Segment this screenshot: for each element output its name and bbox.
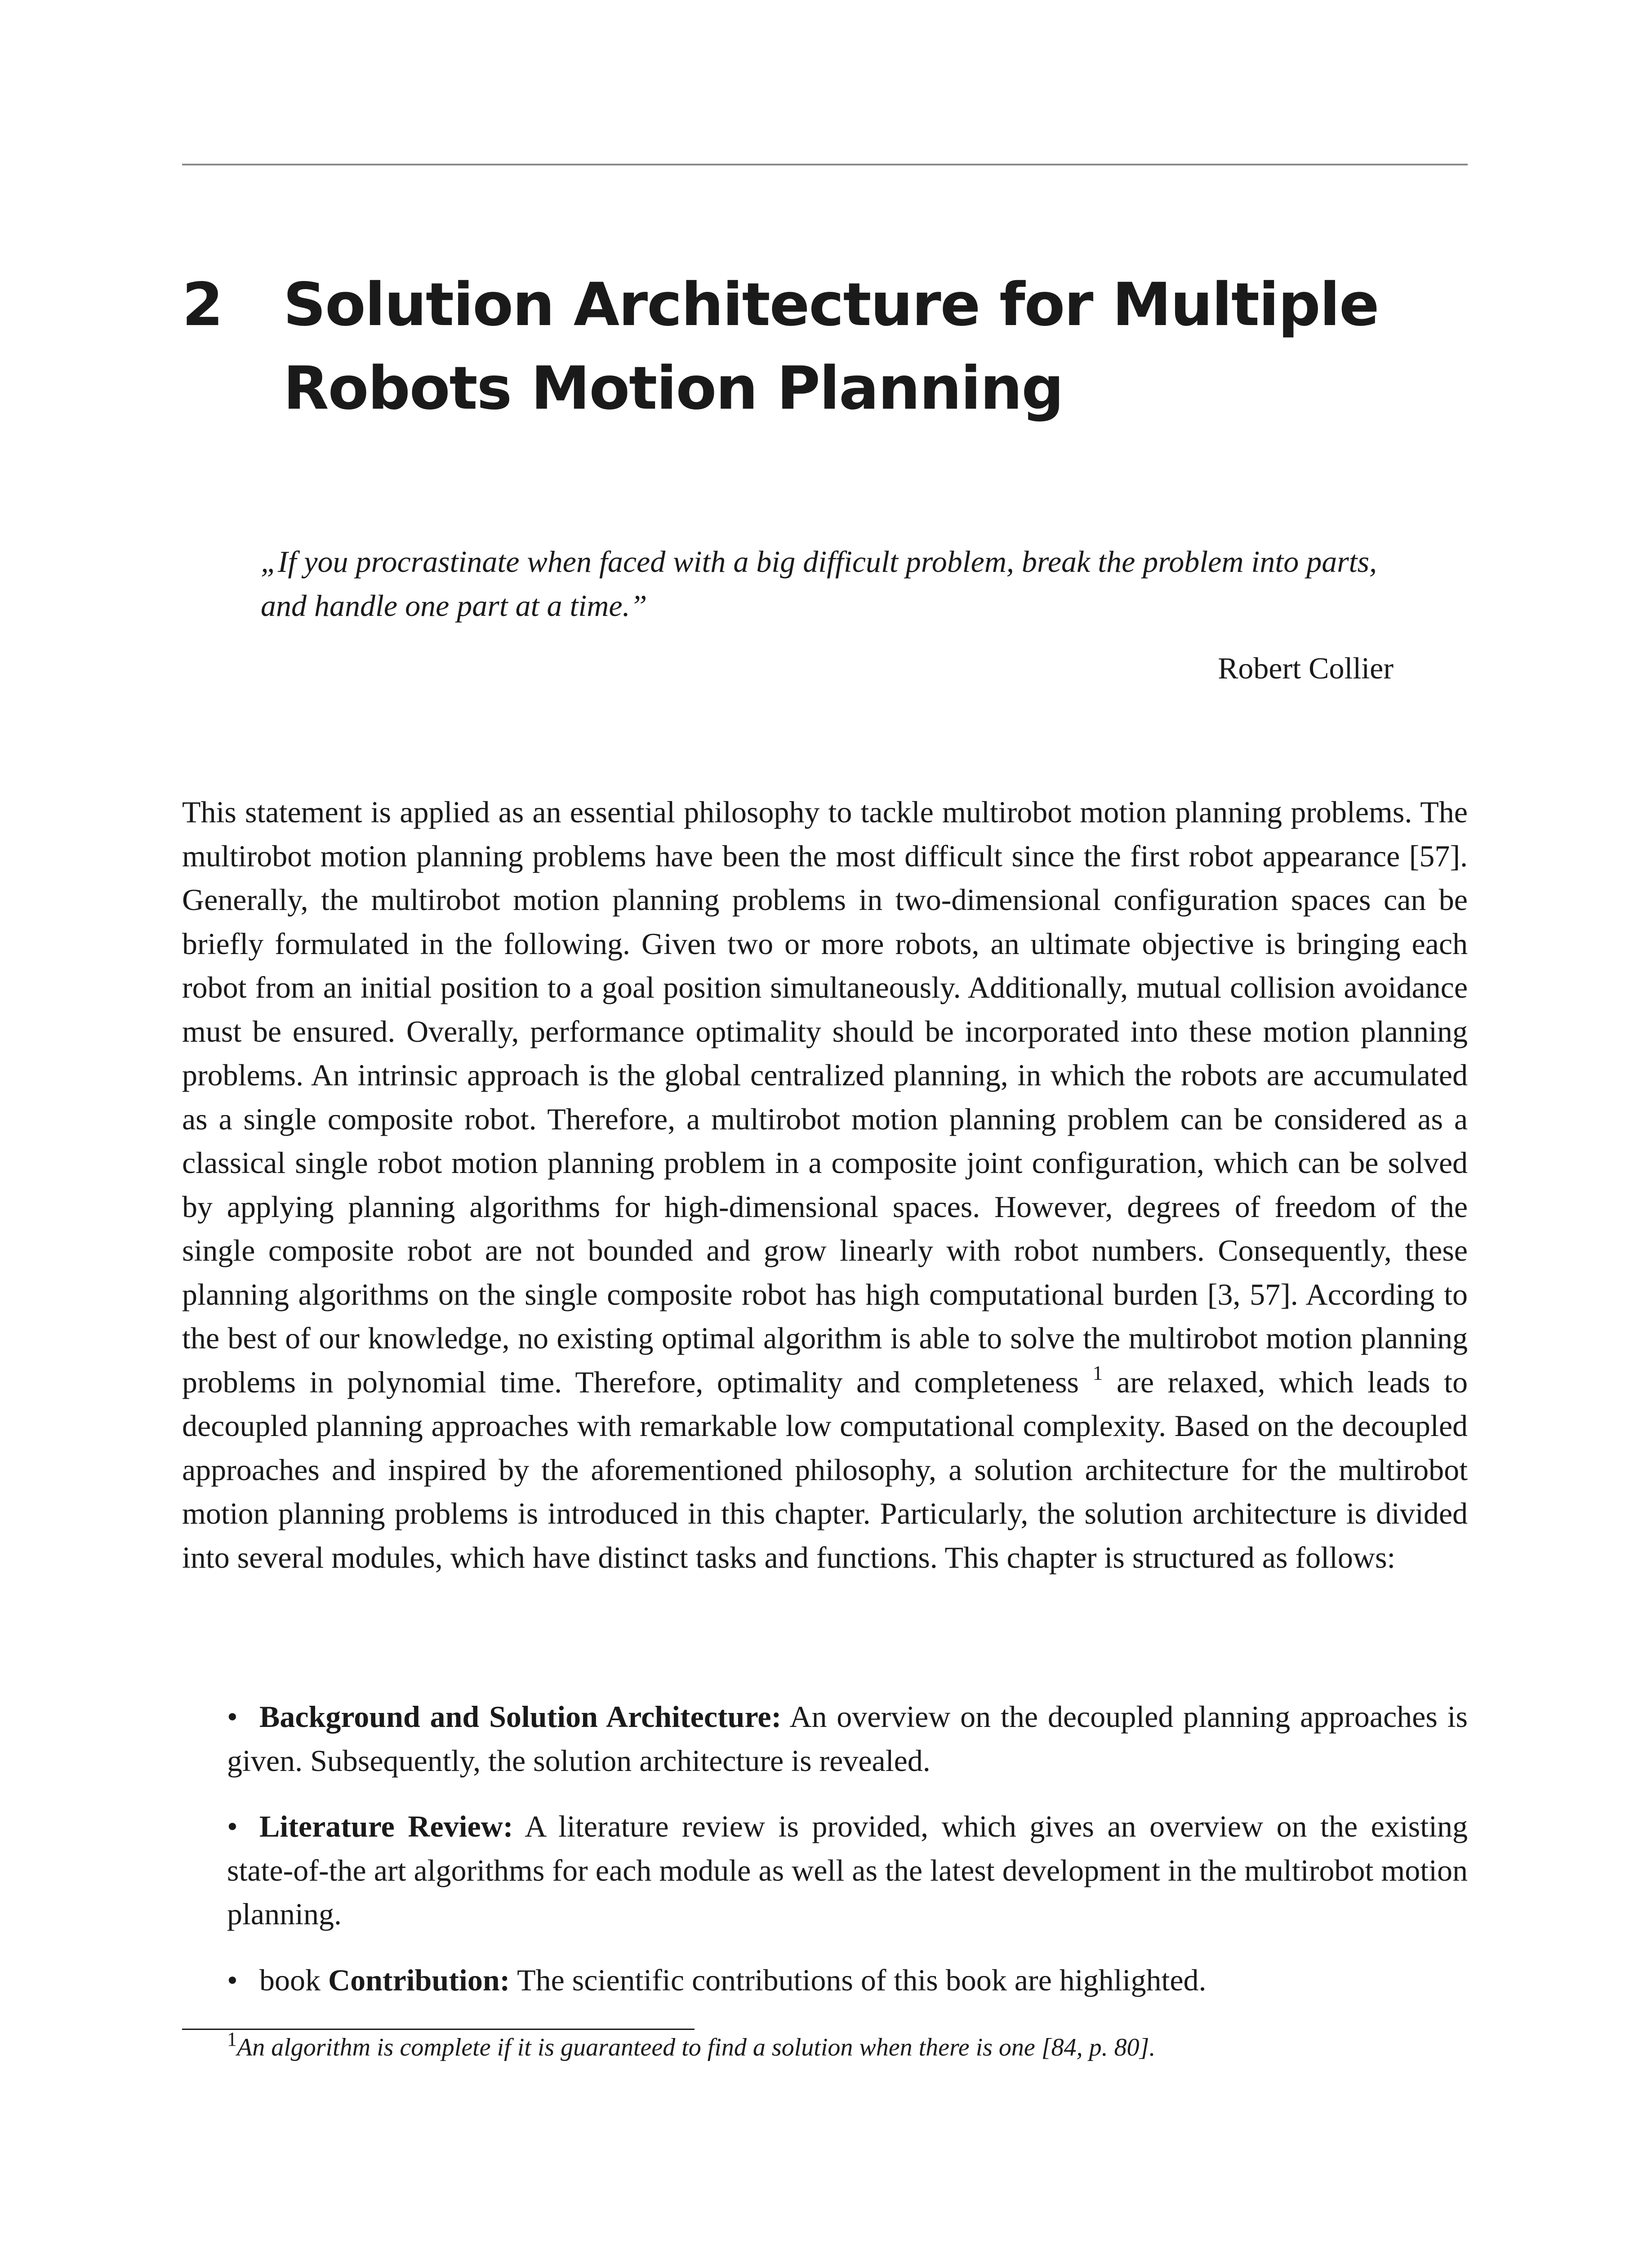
list-item-term: Literature Review: [259,1809,513,1843]
bullet-icon: • [227,1963,238,1997]
list-item-term: Background and Solution Architecture: [259,1699,782,1734]
list-item-term: Contribution: [328,1963,510,1997]
chapter-title: Solution Architecture for Multiple Robots Motion Planning [283,270,1379,423]
list-item-text: An overview on the decoupled planning approaches is given. Subsequently, the solution architecture is revealed. [227,1699,1468,1778]
body-paragraph [182,790,1468,1579]
epigraph-author: Robert Collier [1218,651,1394,685]
footnote-reference: 1 [1092,1361,1103,1384]
list-item [227,1695,1468,1783]
body-text-part-1: This statement is applied as an essential philosophy to tackle multirobot motion planning problems. The multirobot motion planning problems have been the most difficult since the first robot appearance [57]. Generally, the multirobot motion planning problems in two-dimensional configuration spaces can be briefly formulated in the following. Given two or more robots, an ultimate objective is bringing each robot from an initial position to a goal position simultaneously. Additionally, mutual collision avoidance must be ensured. Overally, performance optimality should be incorporated into these motion planning problems. An intrinsic approach is the global centralized planning, in which the robots are accumulated as a single composite robot. Therefore, a multirobot motion planning problem can be considered as a classical single robot motion planning problem in a composite joint configuration, which can be solved by applying planning algorithms for high-dimensional spaces. However, degrees of freedom of the single composite robot are not bounded and grow linearly with robot numbers. Consequently, these planning algorithms on the single composite robot has high computational burden [3, 57]. According to the best of our knowledge, no existing optimal algorithm is able to solve the multirobot motion planning problems in polynomial time. Therefore, optimality and completeness [182,795,1468,1399]
bullet-icon: • [227,1809,238,1843]
list-item-prefix: book [259,1963,321,1997]
footnote-text: An algorithm is complete if it is guaranteed to find a solution when there is one [84, p. 80]. [237,2034,1156,2061]
bullet-icon: • [227,1699,238,1734]
list-item [227,1805,1468,1936]
list-item-text: A literature review is provided, which gives an overview on the existing state-of-the art algorithms for each module as well as the latest development in the multirobot motion planning. [227,1809,1468,1931]
body-text-part-2: are relaxed, which leads to decoupled planning approaches with remarkable low computational complexity. Based on the decoupled approaches and inspired by the aforementioned philosophy, a solution architecture for the multirobot motion planning problems is introduced in this chapter. Particularly, the solution architecture is divided into several modules, which have distinct tasks and functions. This chapter is structured as follows: [182,1365,1468,1574]
list-item-text: The scientific contributions of this book are highlighted. [517,1963,1207,1997]
footnote [227,2029,1441,2065]
footnote-marker: 1 [227,2028,237,2050]
chapter-structure-list [227,1695,1468,2024]
chapter-number: 2 [182,270,223,339]
list-item [227,1958,1468,2003]
epigraph-quote: „If you procrastinate when faced with a big difficult problem, break the problem into parts, and handle one part at a time.” [261,544,1377,623]
header-rule [182,164,1468,165]
